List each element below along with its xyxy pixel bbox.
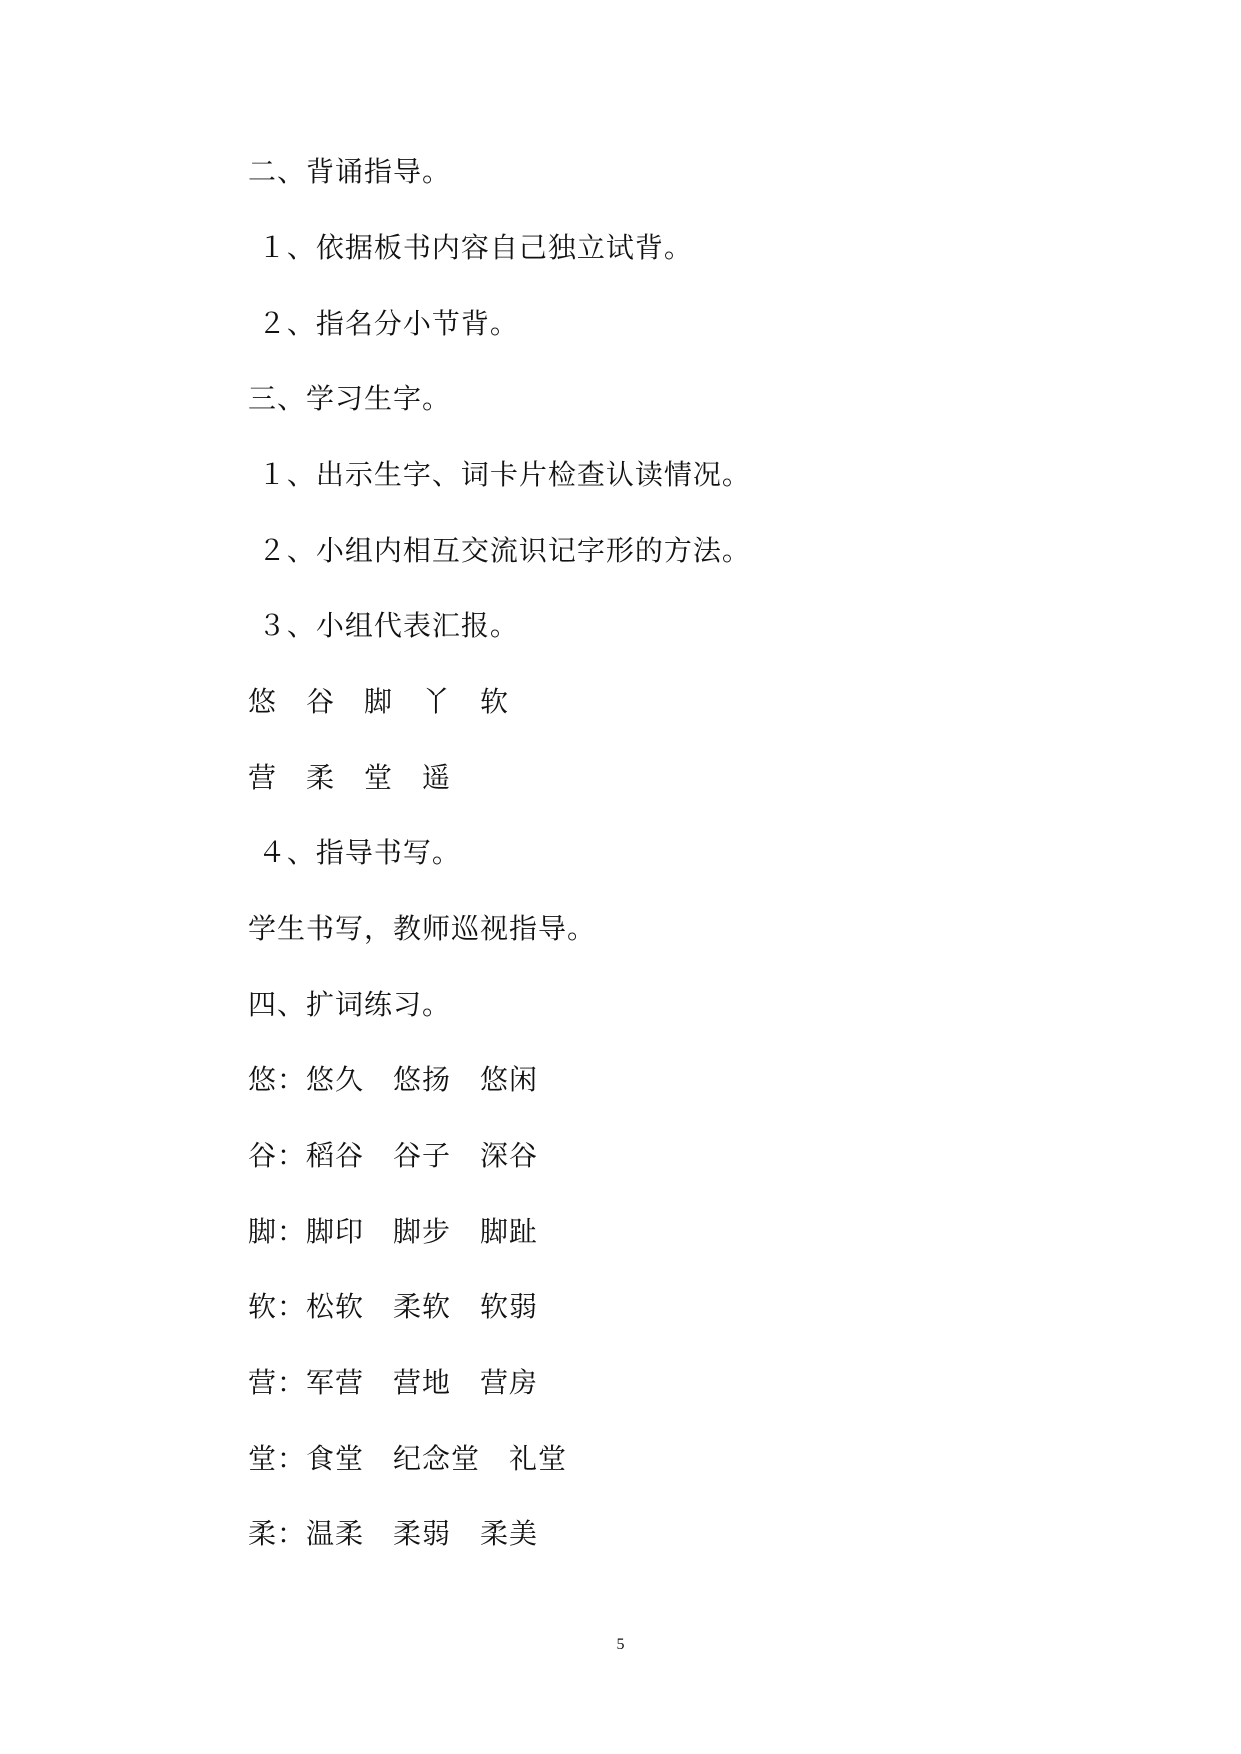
list-item: ２、指名分小节背。 (248, 307, 519, 340)
paragraph: 学生书写，教师巡视指导。 (248, 912, 597, 945)
list-item: ４、指导书写。 (248, 836, 461, 869)
list-item: １、依据板书内容自己独立试背。 (248, 231, 693, 264)
heading-recitation-guidance: 二、背诵指导。 (248, 155, 452, 188)
character-row: 营 柔 堂 遥 (248, 761, 452, 794)
word-expansion-row: 软：松软 柔软 软弱 (248, 1290, 539, 1323)
character-row: 悠 谷 脚 丫 软 (248, 685, 510, 718)
word-expansion-row: 谷：稻谷 谷子 深谷 (248, 1139, 539, 1172)
heading-learn-new-characters: 三、学习生字。 (248, 382, 452, 415)
list-item: １、出示生字、词卡片检查认读情况。 (248, 458, 751, 491)
word-expansion-row: 脚：脚印 脚步 脚趾 (248, 1215, 539, 1248)
list-item: ２、小组内相互交流识记字形的方法。 (248, 534, 751, 567)
list-item: ３、小组代表汇报。 (248, 609, 519, 642)
heading-word-expansion: 四、扩词练习。 (248, 988, 452, 1021)
word-expansion-row: 营：军营 营地 营房 (248, 1366, 539, 1399)
word-expansion-row: 悠：悠久 悠扬 悠闲 (248, 1063, 539, 1096)
word-expansion-row: 柔：温柔 柔弱 柔美 (248, 1517, 539, 1550)
page-number: 5 (616, 1636, 625, 1653)
word-expansion-row: 堂：食堂 纪念堂 礼堂 (248, 1442, 568, 1475)
